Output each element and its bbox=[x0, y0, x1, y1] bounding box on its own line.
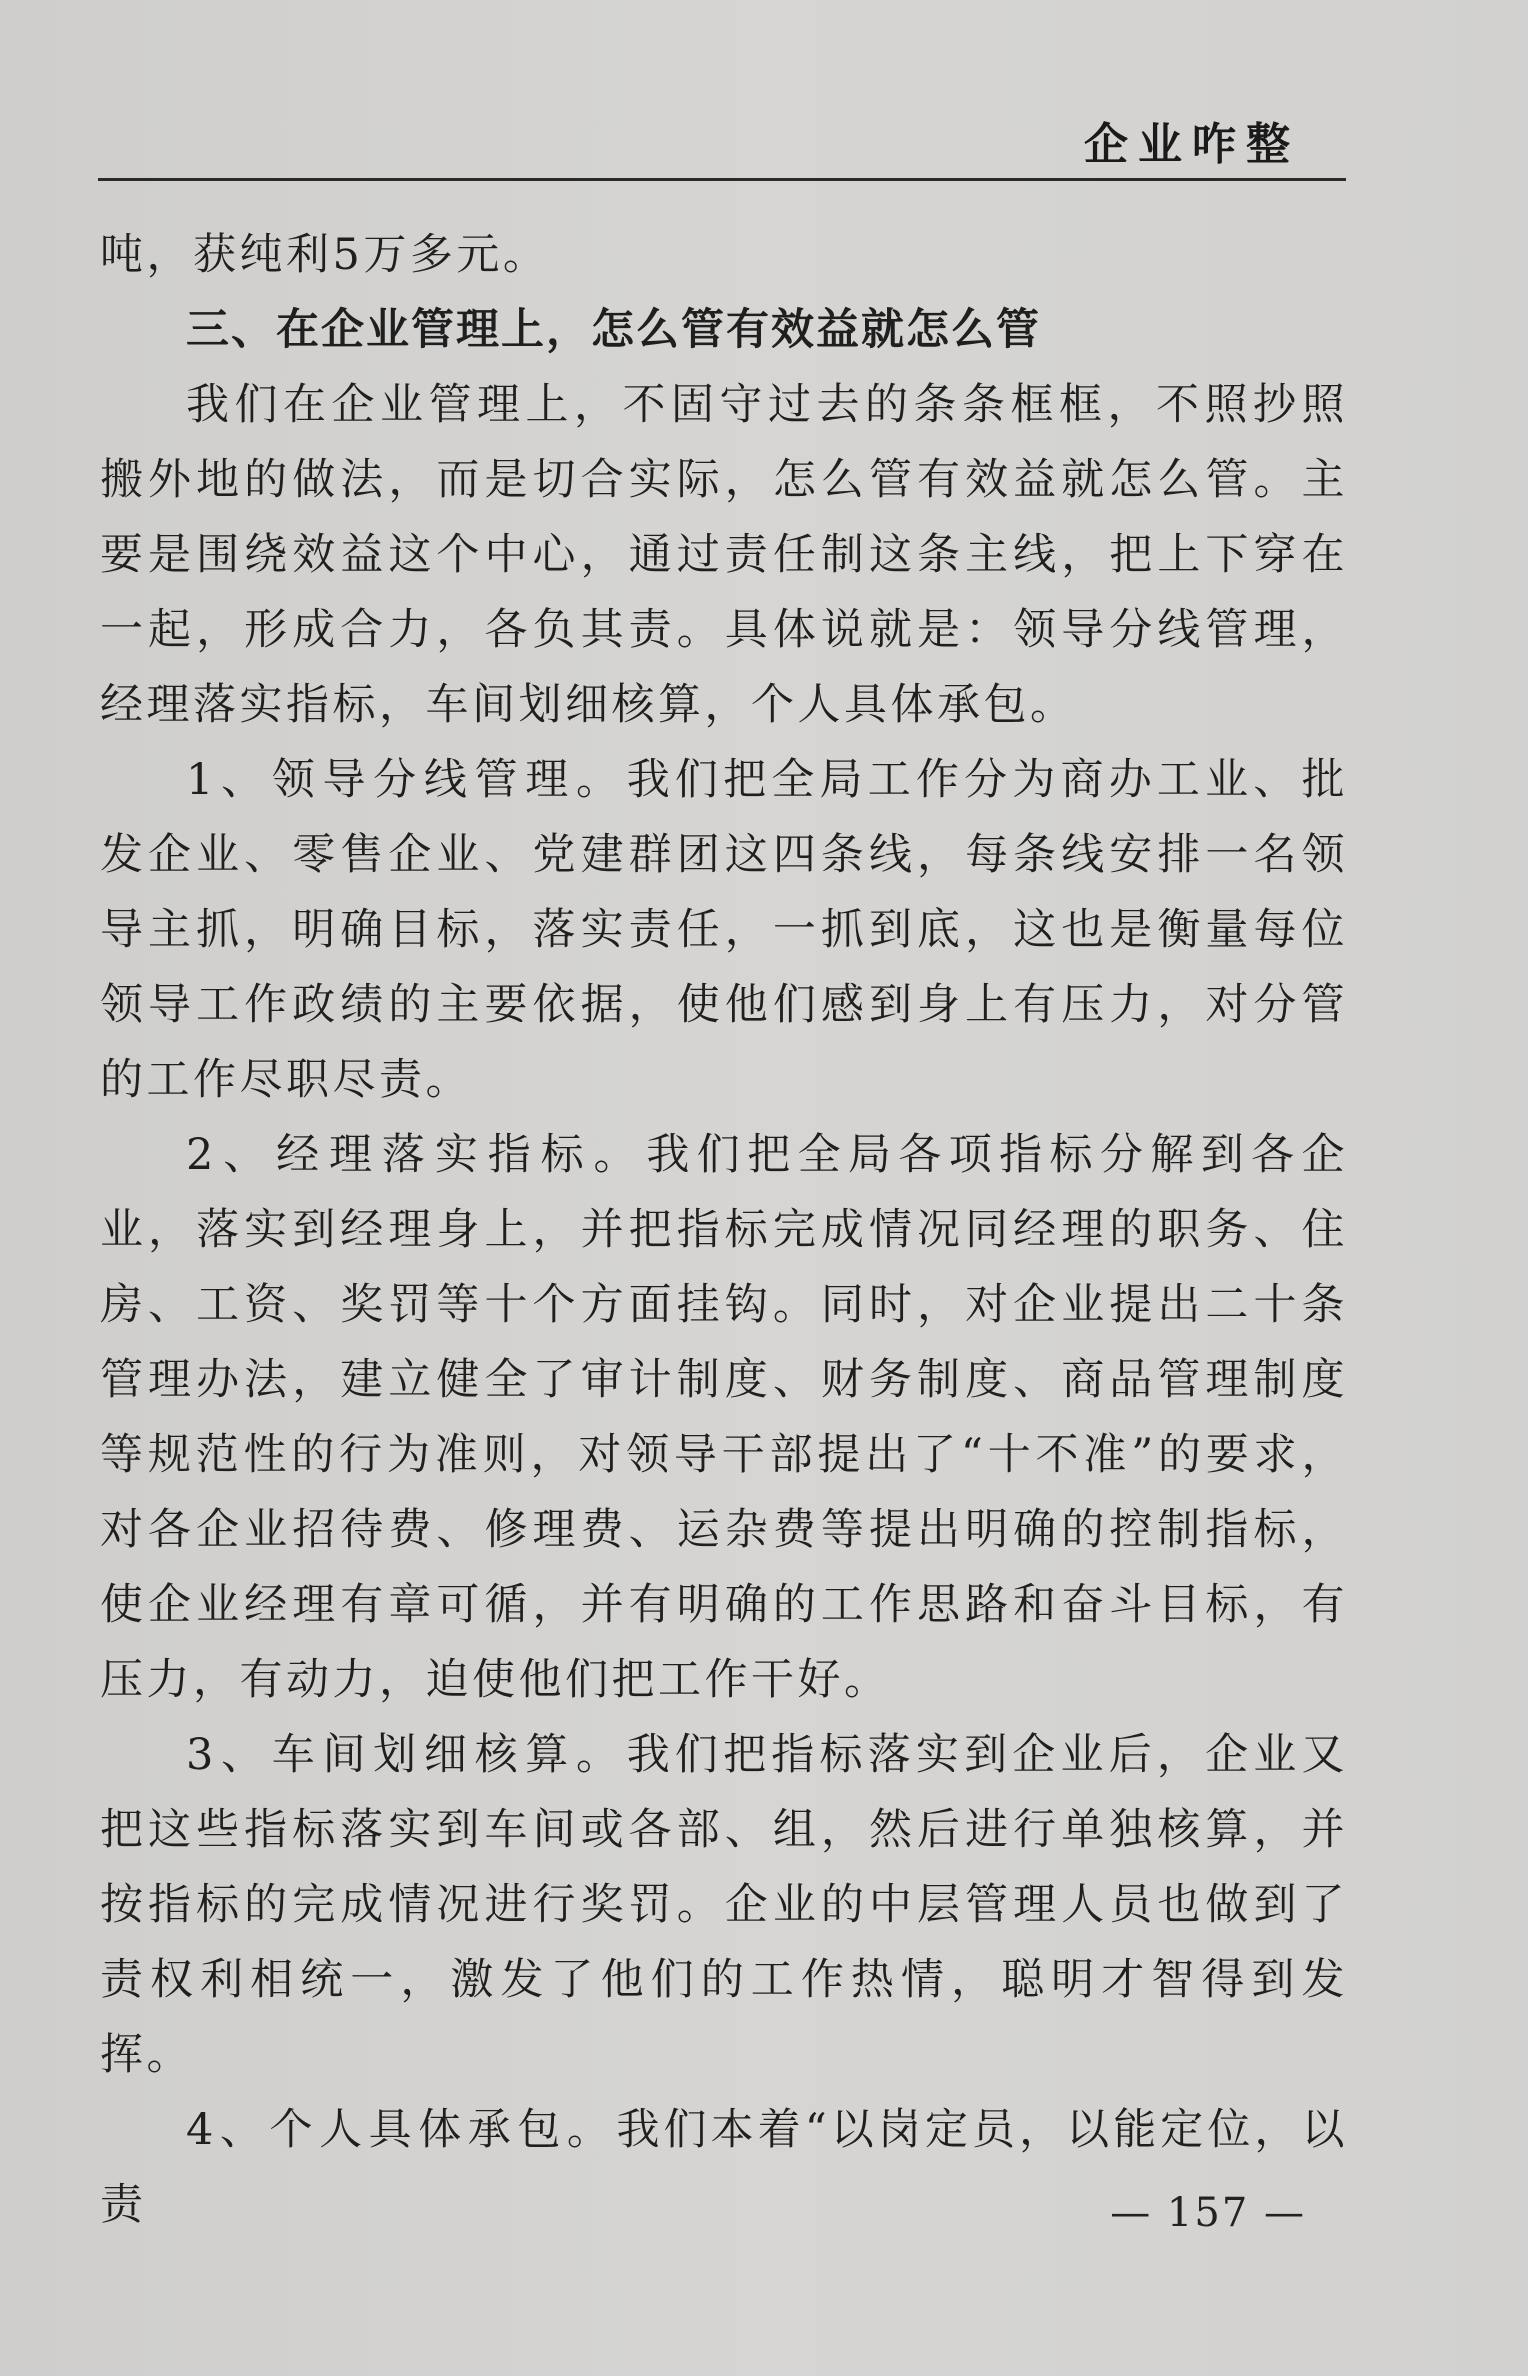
item-2-heading: 2、经理落实指标。 bbox=[186, 1130, 647, 1180]
paragraph-continuation: 吨，获纯利5万多元。 bbox=[100, 230, 550, 280]
item-4-text: 我们本着“以岗定员，以能定位，以责 bbox=[100, 2105, 1349, 2230]
paragraph-item-1 bbox=[100, 743, 1348, 1118]
paragraph-intro: 我们在企业管理上，不固守过去的条条框框，不照抄照搬外地的做法，而是切合实际，怎么管有效益就怎么管。主要是围绕效益这个中心，通过责任制这条主线，把上下穿在一起，形成合力，各负其责。具体说就是：领导分线管理，经理落实指标，车间划细核算，个人具体承包。 bbox=[100, 380, 1348, 730]
item-1-heading: 1、领导分线管理。 bbox=[186, 755, 627, 805]
section-heading: 三、在企业管理上，怎么管有效益就怎么管 bbox=[186, 305, 1041, 355]
paragraph-item-2 bbox=[100, 1118, 1348, 1718]
header-rule bbox=[98, 178, 1346, 181]
body-text bbox=[100, 218, 1348, 2243]
page-number: — 157 — bbox=[1110, 2190, 1306, 2236]
paragraph-item-3 bbox=[100, 1718, 1348, 2093]
item-4-heading: 4、个人具体承包。 bbox=[186, 2105, 617, 2155]
item-3-text: 我们把指标落实到企业后，企业又把这些指标落实到车间或各部、组，然后进行单独核算，并按指标的完成情况进行奖罚。企业的中层管理人员也做到了责权利相统一，激发了他们的工作热情，聪明才智得到发挥。 bbox=[100, 1730, 1349, 2080]
running-header-title: 企业咋整 bbox=[1084, 119, 1300, 170]
item-3-heading: 3、车间划细核算。 bbox=[186, 1730, 627, 1780]
item-2-text: 我们把全局各项指标分解到各企业，落实到经理身上，并把指标完成情况同经理的职务、住房、工资、奖罚等十个方面挂钩。同时，对企业提出二十条管理办法，建立健全了审计制度、财务制度、商品管理制度等规范性的行为准则，对领导干部提出了“十不准”的要求，对各企业招待费、修理费、运杂费等提出明确的控制指标，使企业经理有章可循，并有明确的工作思路和奋斗目标，有压力，有动力，迫使他们把工作干好。 bbox=[100, 1130, 1349, 1705]
item-1-text: 我们把全局工作分为商办工业、批发企业、零售企业、党建群团这四条线，每条线安排一名领导主抓，明确目标，落实责任，一抓到底，这也是衡量每位领导工作政绩的主要依据，使他们感到身上有压力，对分管的工作尽职尽责。 bbox=[100, 755, 1349, 1105]
